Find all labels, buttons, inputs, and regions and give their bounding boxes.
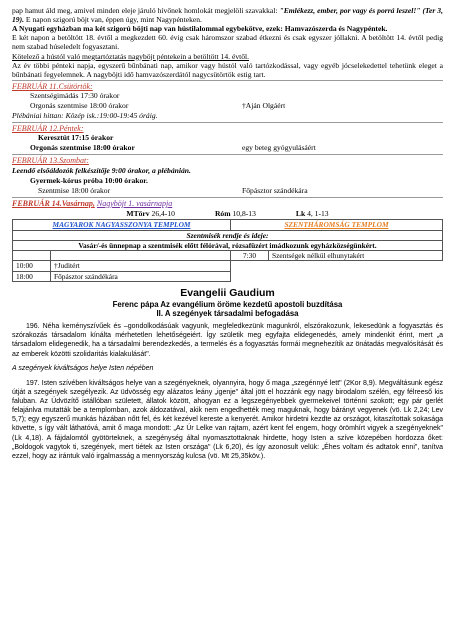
catechism-note: Plébániai hittan: Közép isk.:19:00-19:45 óráig.: [12, 111, 158, 121]
table-row: 18:00 Főpásztor szándékára: [13, 271, 443, 281]
day-header-friday: FEBRUÁR 12.Péntek:: [12, 123, 84, 133]
intro-paragraph-5: Az év többi pénteki napja, egyszerű bűnbánati nap, amikor vagy hústól való tartózkodással, vagy egyéb jócselekedettel tehetünk eleget a bűnbánati fegyelemnek. A nagyböjti idő hamvazószerdától nagycsütörtök estig tart.: [12, 60, 443, 79]
schedule-line: Leendő elsőáldozók felkészítője 9:00 órakor, a plébánián.: [12, 165, 191, 175]
divider: [12, 80, 443, 81]
readings-line: [12, 209, 443, 218]
reading-2: Róm 10,8-13: [214, 209, 256, 219]
schedule-line: Szentségimádás 17:30 órakor: [30, 91, 120, 101]
mass-schedule-table: [12, 219, 443, 282]
evangelii-section: [12, 287, 443, 461]
evangelii-subtitle-2: II. A szegények társadalmi befogadása: [156, 308, 299, 318]
divider: [12, 122, 443, 123]
intro-paragraph-1: pap hamut áld meg, amivel minden eleje járuló hívőnek homlokát megjelöli szavakkal: "Emlékezz, ember, por vagy és porrá leszel!" (Ter 3, 19). E napon szigorú böjt van, éppen úgy, mint Nagypénteken.: [12, 6, 443, 25]
reading-3: Lk 4, 1-13: [295, 209, 329, 219]
reading-1: MTörv 26,4-10: [126, 209, 175, 219]
church-left-header: MAGYAROK NAGYASSZONYA TEMPLOM: [13, 220, 231, 230]
intro-paragraph-3: E két napon a betöltött 18. évtől a megkezdett 60. évig csak háromszor szabad étkezni és csak egyszer jóllakni. A betöltött 14. évtől pedig nem szabad húseledelt fogyasztani.: [12, 33, 443, 52]
paragraph-197: 197. Isten szívében kiváltságos helye van a szegényeknek, olyannyira, hogy ő maga „szegénnyé lett" (2Kor 8,9). Megváltásunk egész útját a szegények szegélyezik. Az üdvösség egy alázatos leány „igenje" által jött el hozzánk egy nagy birodalom szélén, egy félreeső kis faluban. Az Üdvözítő istállóban született, állatok között, ahogyan ez a legszegényebbek gyermekeivel történni szokott; egy pár gerlét felajánlva mutatták be a templomban, azok áldozatával, akik nem engedhették meg maguknak, hogy bárányt vegyenek (vö. Lk 2,24; Lev 5,7); egy egyszerű munkás házában nőtt fel, és két kezével kereste a kenyerét. Amikor hirdetni kezdte az országot, kitaszítottak sokasága követte, s így vált láthatóvá, amit ő maga mondott: „Az Úr Lelke van rajtam, azért kent fel engem, hogy örömhírt vigyek a szegényeknek" (Lk 4,18). A fájdalomtól gyötörteknek, a szegénység által nyomasztottaknak hirdette, hogy Isten a szíve közepében hordozza őket: „Boldogok vagytok ti, szegények, mert tiétek az Isten országa" (Lk 6,20), és így azonosult velük: „Éhes voltam és adtatok enni", tanítva ezzel, hogy az irántuk való irgalmasság a mennyország kulcsa (vö. Mt 25,35köv.).: [12, 380, 443, 460]
schedule-line: Szentmise 18:00 órakor Főpásztor szándékára: [38, 185, 308, 195]
table-row: 7:30 Szentségek nélkül elhunytakért: [13, 251, 443, 261]
day-header-sunday: FEBRUÁR 14.Vasárnap, Nagyböjt 1. vasárnapja: [12, 198, 173, 208]
intro-section: [12, 6, 443, 79]
evangelii-title: Evangelii Gaudium: [180, 286, 275, 299]
lent-sunday-label: Nagyböjt 1. vasárnapja: [96, 198, 173, 208]
schedule-line: Orgonás szentmise 18:00 órakor egy beteg gyógyulásáért: [30, 143, 316, 153]
schedule-line: Orgonás szentmise 18:00 órakor †Aján Olgáért: [30, 101, 286, 111]
schedule-line: Gyermek-kórus próba 10:00 órakor.: [30, 175, 148, 185]
day-header-saturday: FEBRUÁR 13.Szombat:: [12, 156, 89, 166]
section-heading: A szegények kiváltságos helye Isten népében: [12, 364, 154, 372]
intro-paragraph-2: A Nyugati egyházban ma két szigorú böjti nap van hústilalommal egybekötve, ezek: Hamvazószerda és Nagypéntek.: [12, 24, 388, 34]
divider: [12, 197, 443, 198]
ash-wednesday-quote: "Emlékezz, ember, por vagy és porrá leszel!" (Ter 3, 19).: [12, 6, 443, 25]
evangelii-subtitle: Ferenc pápa Az evangélium öröme kezdetű apostoli buzdítása: [112, 299, 343, 309]
day-header-thursday: FEBRUÁR 11.Csütörtök:: [12, 81, 93, 91]
rosary-notice: Vasár/-és ünnepnap a szentmisék előtt félórával, rózsafüzért imádkozunk egyházközségünkért.: [13, 240, 443, 250]
schedule-line: Keresztút 17:15 órakor: [38, 133, 114, 143]
table-row: 10:00 †Juditért: [13, 261, 443, 271]
intro-paragraph-4: Kötelező a hústól való megtartóztatás nagyböjt péntekein a betöltött 14. évtől.: [12, 51, 250, 61]
mass-order-title: Szentmisék rendje és ideje:: [13, 230, 443, 240]
church-right-header: SZENTHÁROMSÁG TEMPLOM: [231, 220, 443, 230]
paragraph-196: 196. Néha keményszívűek és –gondolkodásúak vagyunk, megfeledkezünk magunkról, elszórakozunk, lekesedünk a fogyasztás és szórakozás társadalom kínálta mérhetetlen lehetőségeiért. Így születik meg egyfajta elidegenedés, amely mindenkit érint, mert „a társadalom elidegenedik, ha a társadalmi berendezkedés, a termelés és a fogyasztás formái megnehezítik az önátadás megvalósítását és az emberek közötti szolidaritás kialakulását".: [12, 323, 443, 358]
